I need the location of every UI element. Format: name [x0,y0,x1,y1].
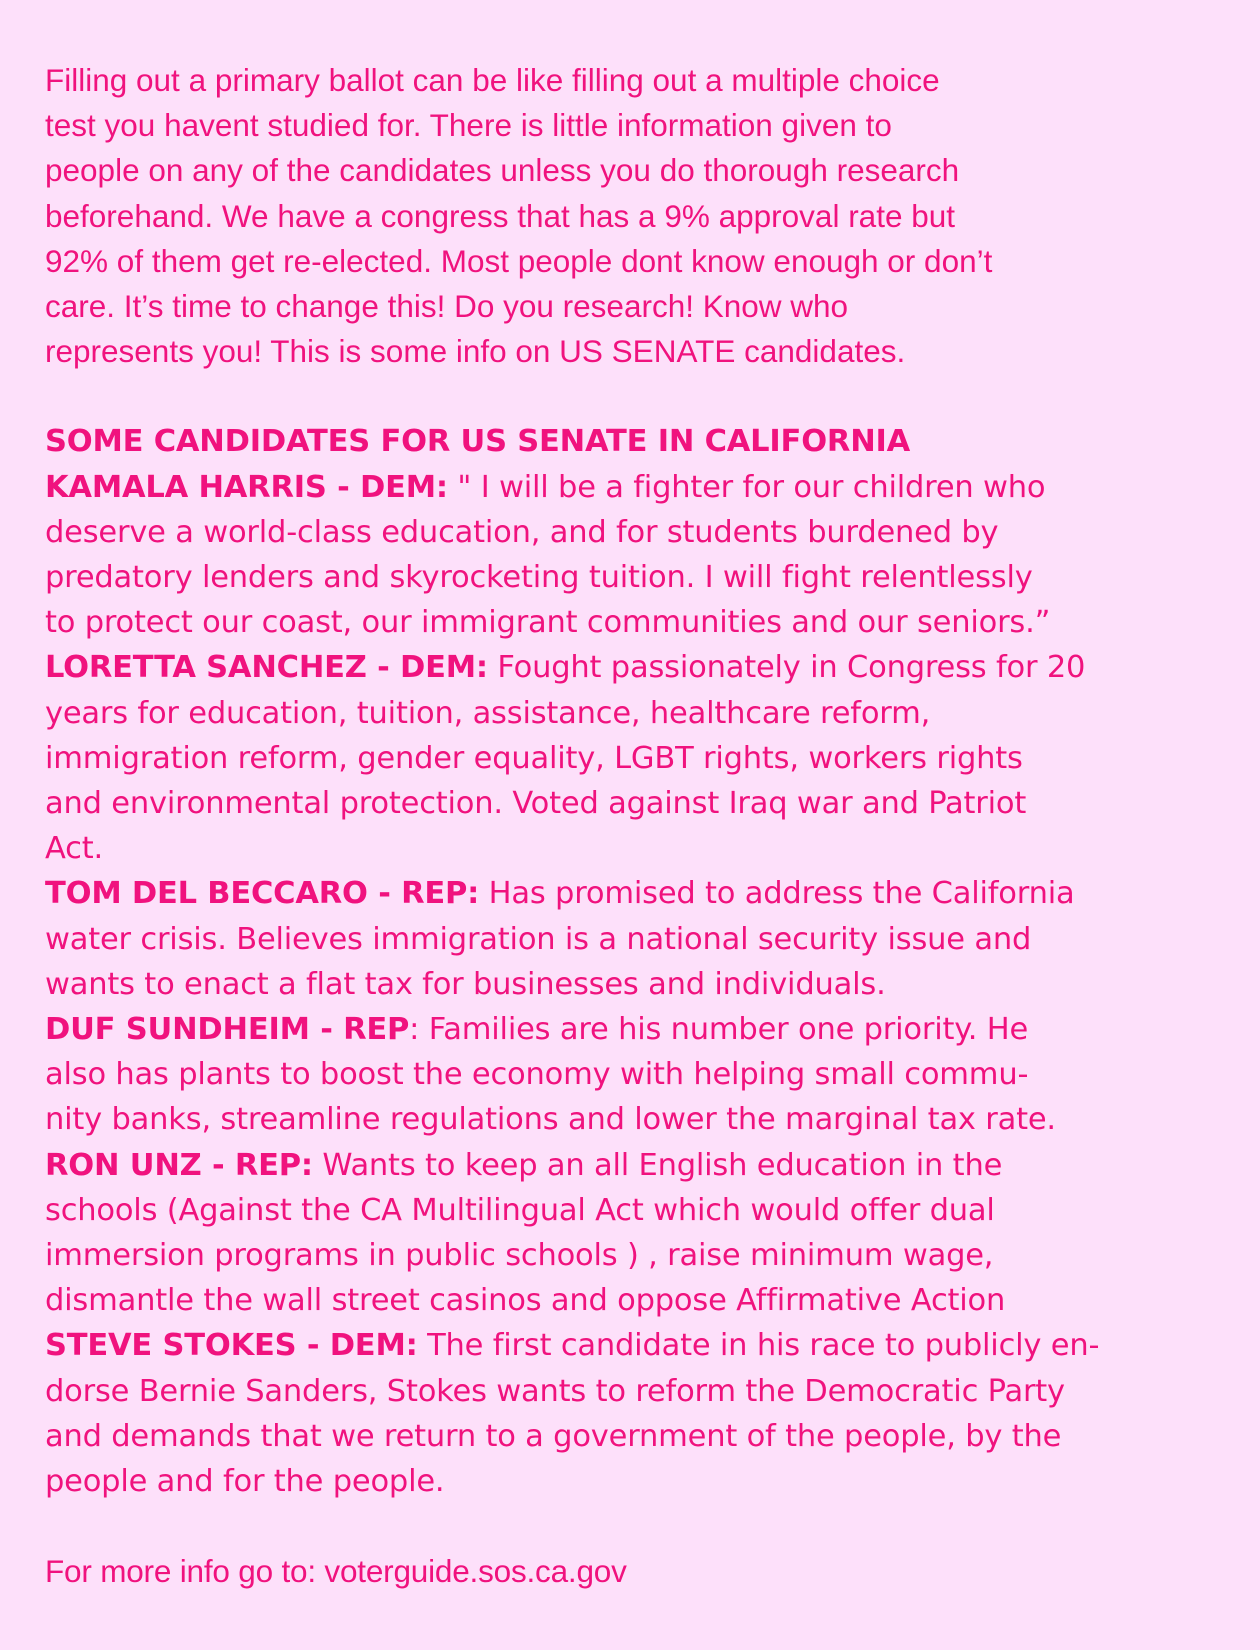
candidate-text-line: immersion programs in public schools ) , raise minimum wage, [45,1238,994,1274]
candidate-harris [45,465,1220,646]
footer-info: For more info go to: voterguide.sos.ca.gov [45,1553,627,1590]
candidate-name: DUF SUNDHEIM - REP [45,1012,410,1048]
intro-line: beforehand. We have a congress that has a 9% approval rate but [45,197,956,234]
candidate-sundheim [45,1007,1220,1143]
candidate-text-line: deserve a world-class education, and for students burdened by [45,514,999,550]
candidate-del-beccaro [45,871,1220,1007]
candidate-text-line: people and for the people. [45,1464,445,1500]
candidate-text-line: predatory lenders and skyrocketing tuition. I will fight relentlessly [45,560,1033,596]
candidate-text: Has promised to address the California [479,876,1075,912]
candidate-unz [45,1143,1220,1324]
candidate-text-line: water crisis. Believes immigration is a national security issue and [45,921,1032,957]
candidate-text-line: years for education, tuition, assistance, healthcare reform, [45,695,931,731]
intro-line: represents you! This is some info on US SENATE candidates. [45,333,906,370]
candidate-text-line: schools (Against the CA Multilingual Act which would offer dual [45,1192,995,1228]
candidate-name: LORETTA SANCHEZ - DEM: [45,650,488,686]
candidate-text-line: immigration reform, gender equality, LGBT rights, workers rights [45,740,1023,776]
candidate-text-line: Act. [45,831,103,867]
candidate-text-line: dorse Bernie Sanders, Stokes wants to reform the Democratic Party [45,1373,1065,1409]
candidate-text-line: also has plants to boost the economy with helping small commu- [45,1057,1029,1093]
intro-line: care. It’s time to change this! Do you research! Know who [45,288,849,325]
candidate-text-line: nity banks, streamline regulations and lower the marginal tax rate. [45,1102,1056,1138]
intro-line: 92% of them get re-elected. Most people dont know enough or don’t [45,242,993,279]
intro-line: people on any of the candidates unless you do thorough research [45,152,960,189]
paragraph-gap [45,374,1220,419]
candidate-text-line: and environmental protection. Voted against Iraq war and Patriot [45,786,1027,822]
candidate-text-line: and demands that we return to a government of the people, by the [45,1418,1062,1454]
candidate-text-line: to protect our coast, our immigrant communities and our seniors.” [45,605,1051,641]
candidate-name: TOM DEL BECCARO - REP: [45,876,480,912]
paragraph-gap [45,1504,1220,1549]
candidate-text: Wants to keep an all English education in the [312,1147,1003,1183]
intro-line: test you havent studied for. There is little information given to [45,107,892,144]
candidate-text: : Families are his number one priority. He [409,1012,1029,1048]
candidate-text: Fought passionately in Congress for 20 [487,650,1086,686]
intro-line: Filling out a primary ballot can be like filling out a multiple choice [45,62,940,98]
candidate-stokes [45,1323,1220,1504]
candidate-name: STEVE STOKES - DEM: [45,1328,418,1364]
candidate-name: RON UNZ - REP: [45,1147,313,1183]
candidate-name: KAMALA HARRIS - DEM: [45,469,448,505]
section-heading: SOME CANDIDATES FOR US SENATE IN CALIFORNIA [45,424,911,460]
candidate-text-line: dismantle the wall street casinos and oppose Affirmative Action [45,1283,1006,1319]
candidate-sanchez [45,645,1220,871]
intro-paragraph [45,58,1220,374]
candidate-text-line: wants to enact a flat tax for businesses and individuals. [45,966,886,1002]
candidate-text: " I will be a fighter for our children who [447,469,1046,505]
candidate-text: The first candidate in his race to publicly en- [417,1328,1100,1364]
